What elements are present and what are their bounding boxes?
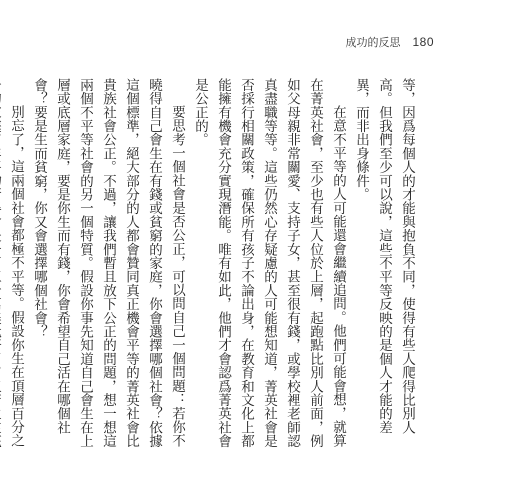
- running-title: 成功的反思: [345, 36, 401, 49]
- paragraph: 在意不平等的人可能還會繼續追問。他們可能會想，就算在菁英社會，至少也有些人位於上層，起跑點比別人前面，例如父母親非常關愛、支持子女，甚至很有錢，或學校裡老師認真盡職等等。這些仍然心存疑慮的人可能想知道，菁英社會是否採行相關政策，確保所有孩子不論出身，在教育和文化上都能擁有機會充分實現潛能。唯有如此，他們才會認爲菁英社會是公正的。: [192, 78, 346, 448]
- paragraph: 別忘了，這兩個社會都極不平等。假設你生在頂層百分之: [8, 105, 24, 448]
- vertical-body-text: [8, 78, 418, 448]
- paragraph: 等，因爲每個人的才能與抱負不同，使得有些人爬得比別人高。但我們至少可以說，這些不平等反映的是個人才能的差異，而非出身條件。: [353, 78, 415, 435]
- page-number: 180: [412, 35, 434, 49]
- paragraph: 要思考一個社會是否公正，可以問自己一個問題：若你不曉得自己會生在有錢或貧窮的家庭，你會選擇哪個社會？依據這個標準，絕大部分的人都會贊同真正機會平等的菁英社會比貴族社會公正。不過，讓我們暫且放下公正的問題，想一想這兩個不平等社會的另一個特質。假設你事先知道自己會生在上層或底層家庭，要是你生而有錢，你會希望自己活在哪個社會？要是生而貧窮，你又會選擇哪個社會？: [31, 78, 185, 448]
- page-header: [345, 34, 434, 50]
